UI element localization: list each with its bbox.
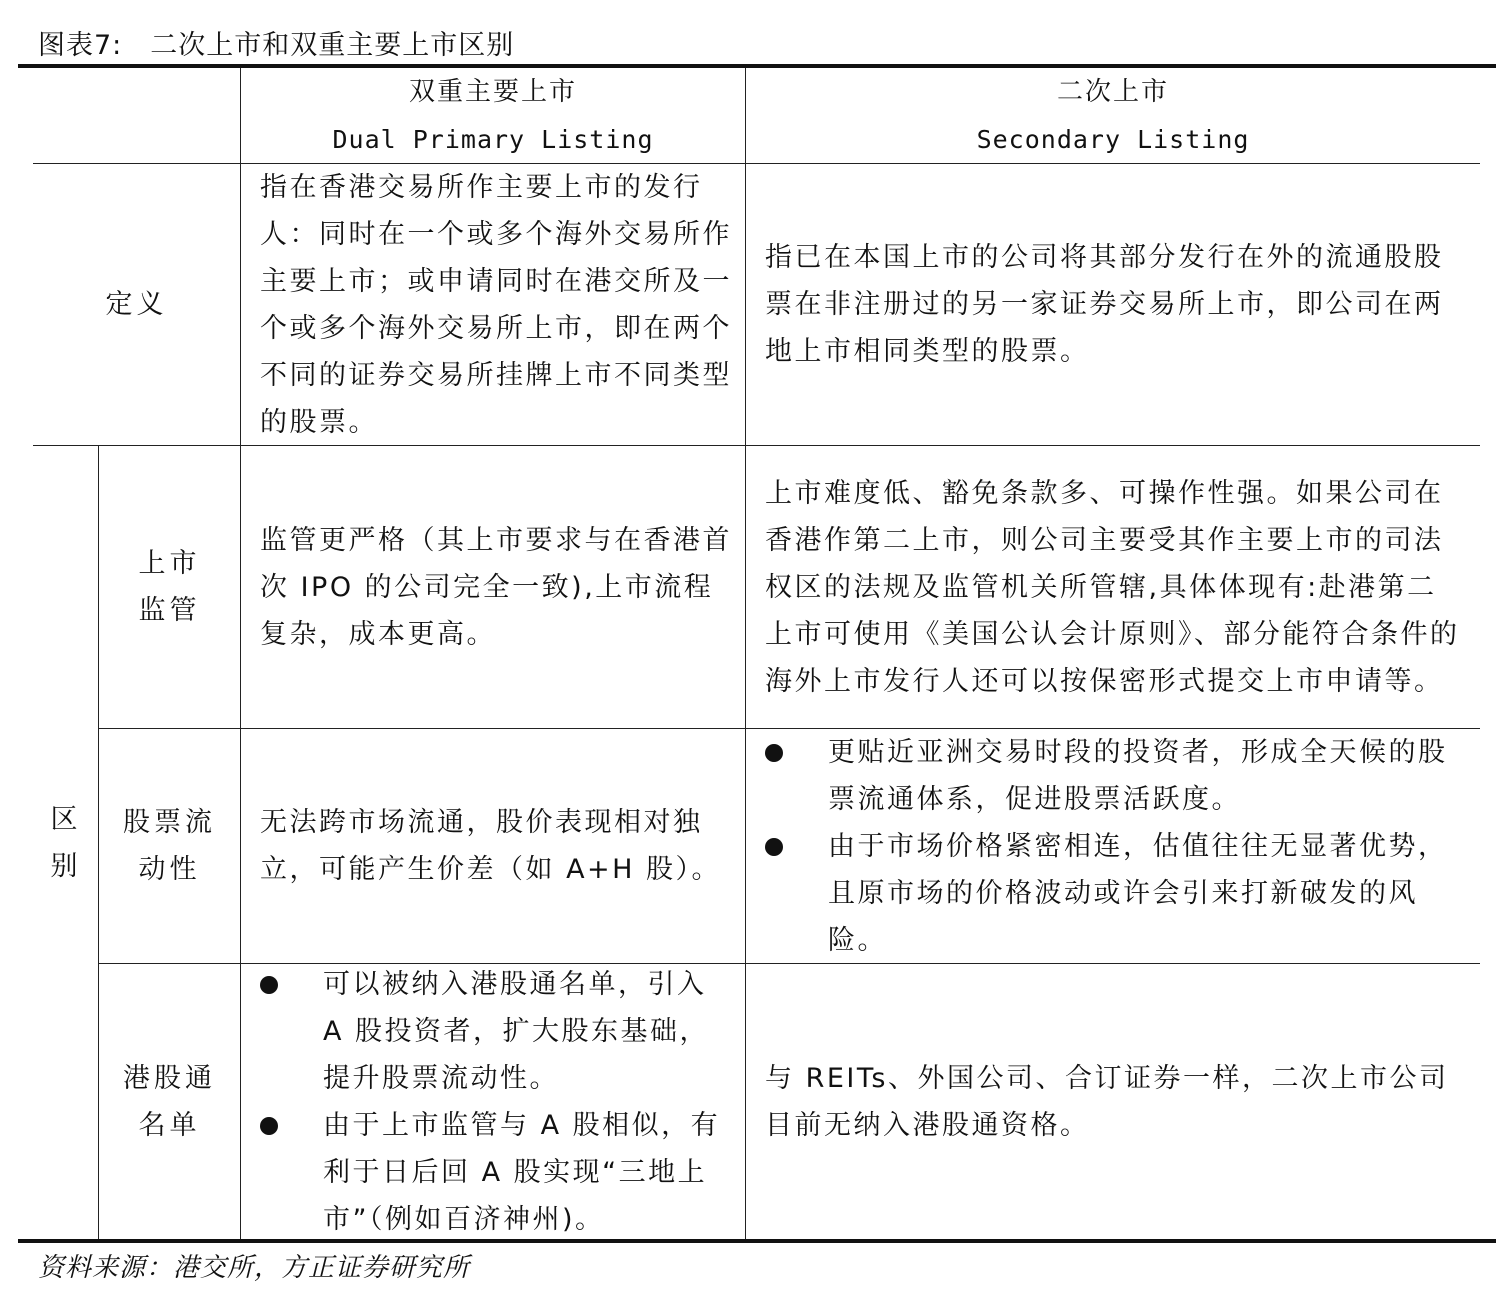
list-item-text: 可以被纳入港股通名单，引入 A 股投资者，扩大股东基础，提升股票流动性。 [323,968,710,1094]
row-label-liquidity [99,729,240,963]
cell-connect-dual [241,964,745,1239]
header-secondary-en: Secondary Listing [976,124,1250,154]
table-bottom-rule [18,1239,1496,1243]
header-dual-primary [241,68,745,163]
cell-regulation-secondary-text: 上市难度低、豁免条款多、可操作性强。如果公司在香港作第二上市，则公司主要受其作主要上市的司法权区的法规及监管机关所管辖,具体体现有:赴港第二上市可使用《美国公认会计原则》、部分能符合条件的海外上市发行人还可以按保密形式提交上市申请等。 [765,477,1460,697]
cell-liquidity-dual-text: 无法跨市场流通，股价表现相对独立，可能产生价差（如 A+H 股）。 [260,807,722,885]
figure-caption: 二次上市和双重主要上市区别 [150,30,515,61]
cell-liquidity-dual [241,729,745,963]
figure-label: 图表7: [38,30,123,61]
list-item [765,729,1466,823]
cell-regulation-secondary [746,446,1480,728]
bullet-icon [765,744,783,762]
source-note: 资料来源：港交所，方正证券研究所 [38,1253,471,1283]
row-label-regulation [99,446,240,728]
list-item [260,961,733,1102]
liquidity-secondary-list [765,729,1466,964]
cell-regulation-dual [241,446,745,728]
cell-liquidity-secondary [746,729,1480,963]
cell-connect-secondary [746,964,1480,1239]
cell-regulation-dual-text: 监管更严格（其上市要求与在香港首次 IPO 的公司完全一致),上市流程复杂，成本更高。 [260,524,732,650]
cell-definition-dual-text: 指在香港交易所作主要上市的发行人：同时在一个或多个海外交易所作主要上市；或申请同时在港交所及一个或多个海外交易所上市，即在两个不同的证券交易所挂牌上市不同类型的股票。 [260,171,732,438]
row-label-definition-text: 定义 [105,289,168,320]
row-label-liquidity-text: 股票流动性 [123,807,216,885]
list-item [765,823,1466,964]
cell-definition-secondary-text: 指已在本国上市的公司将其部分发行在外的流通股股票在非注册过的另一家证券交易所上市，即公司在两地上市相同类型的股票。 [765,242,1444,367]
figure-title [38,28,514,64]
header-dual-primary-zh: 双重主要上市 [408,76,577,107]
bullet-icon [765,838,783,856]
list-item-text: 由于上市监管与 A 股相似，有利于日后回 A 股实现“三地上市”（例如百济神州)。 [323,1109,721,1235]
row-label-connect [99,964,240,1239]
cell-definition-dual [241,164,745,445]
header-dual-primary-en: Dual Primary Listing [332,124,654,154]
row-label-connect-text: 港股通名单 [123,1062,216,1141]
list-item-text: 由于市场价格紧密相连，估值往往无显著优势，且原市场的价格波动或许会引来打新破发的风险。 [828,830,1448,956]
row-label-definition [33,164,240,445]
bullet-icon [260,1117,278,1135]
cell-definition-secondary [746,164,1480,445]
cell-connect-secondary-text: 与 REITs、外国公司、合订证券一样，二次上市公司目前无纳入港股通资格。 [765,1062,1449,1141]
list-item-text: 更贴近亚洲交易时段的投资者，形成全天候的股票流通体系，促进股票活跃度。 [828,736,1448,815]
header-secondary-zh: 二次上市 [1056,76,1169,107]
header-secondary [746,68,1480,163]
group-label-difference-text: 区别 [50,803,82,882]
row-label-regulation-text: 上市监管 [138,548,201,626]
bullet-icon [260,976,278,994]
group-label-difference [33,446,98,1239]
list-item [260,1102,733,1243]
connect-dual-list [260,961,733,1243]
